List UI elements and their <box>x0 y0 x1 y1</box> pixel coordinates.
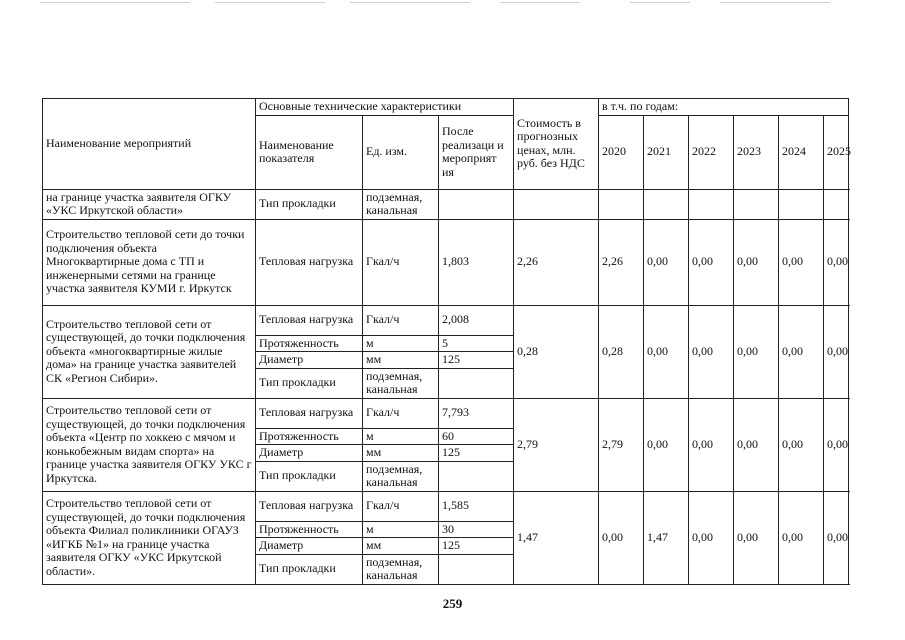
indicator-value: 125 <box>439 538 514 555</box>
header-after: После реализаци и мероприят ия <box>439 115 514 189</box>
indicator-value: 2,008 <box>439 305 514 335</box>
year-value: 0,00 <box>644 305 689 398</box>
indicator-unit: подземная, канальная <box>363 461 439 491</box>
year-value: 0,00 <box>824 398 849 491</box>
indicator-unit: мм <box>363 352 439 369</box>
indicator-unit: Гкал/ч <box>363 219 439 305</box>
scan-artifact-line <box>40 2 190 3</box>
year-value: 1,47 <box>644 491 689 584</box>
year-value: 0,00 <box>734 491 779 584</box>
measure-name: Строительство тепловой сети от существующей, до точки подключения объекта «Центр по хоккею с мячом и конькобежным видам спорта» на границе участка заявителя ОГКУ УКС г Иркутска. <box>43 398 256 491</box>
year-value: 0,00 <box>824 219 849 305</box>
year-value: 0,28 <box>599 305 644 398</box>
indicator-unit: м <box>363 428 439 445</box>
scan-artifact-line <box>630 2 690 3</box>
indicator-value <box>439 461 514 491</box>
indicator-value: 125 <box>439 445 514 462</box>
indicator-name: Диаметр <box>256 352 363 369</box>
indicator-name: Тип прокладки <box>256 461 363 491</box>
header-unit: Ед. изм. <box>363 115 439 189</box>
indicator-unit: Гкал/ч <box>363 305 439 335</box>
indicator-name: Тепловая нагрузка <box>256 491 363 521</box>
year-value: 0,00 <box>734 398 779 491</box>
measures-table <box>42 98 852 585</box>
cost-value <box>514 189 599 219</box>
indicator-name: Тип прокладки <box>256 189 363 219</box>
indicator-name: Тепловая нагрузка <box>256 305 363 335</box>
indicator-name: Диаметр <box>256 445 363 462</box>
indicator-name: Тип прокладки <box>256 554 363 584</box>
indicator-value <box>439 554 514 584</box>
indicator-unit: м <box>363 335 439 352</box>
cost-value: 2,26 <box>514 219 599 305</box>
header-year: 2025 <box>824 115 849 189</box>
indicator-value: 7,793 <box>439 398 514 428</box>
indicator-unit: подземная, канальная <box>363 368 439 398</box>
measure-name: Строительство тепловой сети от существующей, до точки подключения объекта «многоквартирные жилые дома» на границе участка заявителей СК «Регион Сибири». <box>43 305 256 398</box>
year-value <box>644 189 689 219</box>
table-row <box>43 189 849 219</box>
indicator-value: 60 <box>439 428 514 445</box>
scan-artifact-line <box>500 2 580 3</box>
header-by-years: в т.ч. по годам: <box>599 99 849 116</box>
cost-value: 1,47 <box>514 491 599 584</box>
year-value: 0,00 <box>644 219 689 305</box>
header-year: 2021 <box>644 115 689 189</box>
cost-value: 0,28 <box>514 305 599 398</box>
header-year: 2024 <box>779 115 824 189</box>
year-value: 0,00 <box>644 398 689 491</box>
year-value <box>734 189 779 219</box>
table-row <box>43 219 849 305</box>
header-characteristics: Основные технические характеристики <box>256 99 514 116</box>
page-number: 259 <box>442 596 463 611</box>
indicator-name: Протяженность <box>256 335 363 352</box>
year-value <box>779 189 824 219</box>
year-value: 0,00 <box>689 491 734 584</box>
measure-name: Строительство тепловой сети до точки подключения объекта Многоквартирные дома с ТП и инженерными сетями на границе участка заявителя КУМИ г. Иркутск <box>43 219 256 305</box>
indicator-unit: подземная, канальная <box>363 554 439 584</box>
indicator-unit: мм <box>363 445 439 462</box>
indicator-name: Протяженность <box>256 521 363 538</box>
table-row <box>43 398 849 428</box>
scan-artifact-line <box>215 2 325 3</box>
year-value <box>689 189 734 219</box>
year-value: 0,00 <box>599 491 644 584</box>
year-value: 0,00 <box>734 219 779 305</box>
indicator-unit: подземная, канальная <box>363 189 439 219</box>
header-indicator: Наименование показателя <box>256 115 363 189</box>
indicator-name: Тепловая нагрузка <box>256 219 363 305</box>
year-value: 0,00 <box>779 219 824 305</box>
header-name: Наименование мероприятий <box>43 99 256 190</box>
indicator-value <box>439 368 514 398</box>
table-row <box>43 305 849 335</box>
header-year: 2020 <box>599 115 644 189</box>
header-year: 2022 <box>689 115 734 189</box>
year-value: 0,00 <box>779 398 824 491</box>
indicator-name: Тепловая нагрузка <box>256 398 363 428</box>
indicator-name: Диаметр <box>256 538 363 555</box>
year-value: 0,00 <box>689 219 734 305</box>
table-row <box>43 491 849 521</box>
year-value: 0,00 <box>824 305 849 398</box>
year-value: 0,00 <box>779 491 824 584</box>
indicator-value <box>439 189 514 219</box>
scan-artifact-line <box>720 2 830 3</box>
indicator-unit: м <box>363 521 439 538</box>
indicator-value: 125 <box>439 352 514 369</box>
indicator-value: 1,803 <box>439 219 514 305</box>
indicator-name: Тип прокладки <box>256 368 363 398</box>
year-value <box>824 189 849 219</box>
year-value: 2,79 <box>599 398 644 491</box>
indicator-name: Протяженность <box>256 428 363 445</box>
year-value: 2,26 <box>599 219 644 305</box>
header-year: 2023 <box>734 115 779 189</box>
indicator-unit: Гкал/ч <box>363 491 439 521</box>
year-value <box>599 189 644 219</box>
header-cost: Стоимость в прогнозных ценах, млн. руб. без НДС <box>514 99 599 190</box>
indicator-unit: мм <box>363 538 439 555</box>
year-value: 0,00 <box>734 305 779 398</box>
measure-name: на границе участка заявителя ОГКУ «УКС Иркутской области» <box>43 189 256 219</box>
scan-artifact-line <box>350 2 470 3</box>
indicator-value: 30 <box>439 521 514 538</box>
year-value: 0,00 <box>689 398 734 491</box>
indicator-value: 5 <box>439 335 514 352</box>
cost-value: 2,79 <box>514 398 599 491</box>
indicator-value: 1,585 <box>439 491 514 521</box>
year-value: 0,00 <box>779 305 824 398</box>
year-value: 0,00 <box>824 491 849 584</box>
measure-name: Строительство тепловой сети от существующей, до точки подключения объекта Филиал поликлиники ОГАУЗ «ИГКБ №1» на границе участка заявителя ОГКУ «УКС Иркутской области». <box>43 491 256 584</box>
indicator-unit: Гкал/ч <box>363 398 439 428</box>
year-value: 0,00 <box>689 305 734 398</box>
